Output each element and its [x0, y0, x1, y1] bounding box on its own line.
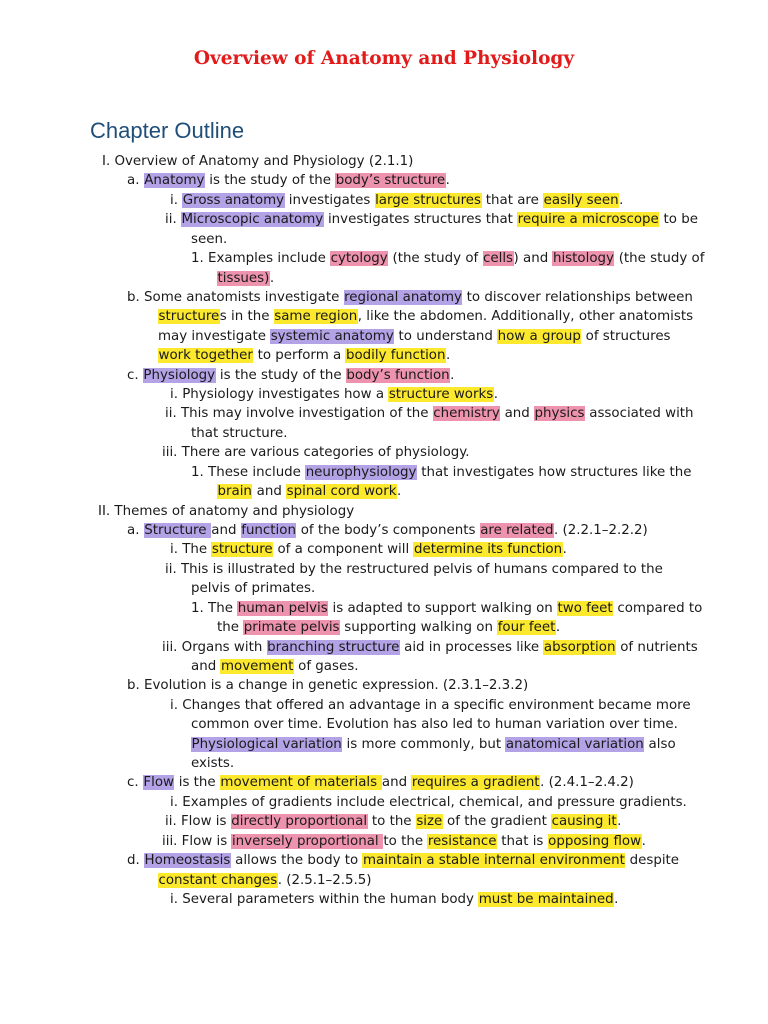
outline-line [170, 696, 691, 715]
highlighted-term: absorption [543, 639, 616, 655]
outline-text: . [493, 387, 498, 403]
outline-text: of a component will [273, 542, 414, 558]
highlighted-term: movement [220, 658, 294, 674]
outline-text: of the gradient [442, 814, 552, 830]
outline-text: . [397, 484, 402, 500]
highlighted-term: requires a gradient [411, 775, 540, 791]
outline-line [127, 851, 679, 870]
outline-text: investigates [284, 192, 375, 208]
outline-text: (the study of [388, 251, 483, 267]
highlighted-term: must be maintained [478, 891, 614, 907]
outline-line [127, 521, 648, 540]
outline-text: is adapted to support walking on [328, 600, 558, 616]
highlighted-term: opposing flow [548, 833, 642, 849]
outline-text: . [269, 270, 275, 286]
outline-line [98, 502, 354, 521]
highlighted-term: body’s structure [335, 173, 446, 189]
outline-line [217, 618, 560, 637]
highlighted-term: tissues) [217, 270, 270, 286]
outline-text: . [562, 542, 567, 558]
outline-text: the [217, 620, 244, 636]
outline-text: 1. These include [191, 464, 306, 480]
outline-text: to be [659, 212, 698, 228]
outline-text: of gases. [293, 658, 359, 674]
highlighted-term: maintain a stable internal environment [362, 853, 625, 869]
outline-text: i. The [170, 542, 212, 558]
highlighted-term: same region [274, 309, 358, 325]
outline-line [165, 404, 694, 423]
highlighted-term: function [241, 522, 296, 538]
highlighted-term: structure [211, 542, 273, 558]
outline-text: i. [170, 192, 183, 208]
highlighted-term: Structure [144, 522, 211, 538]
outline-line [127, 366, 454, 385]
outline-text: ii. Flow is [165, 814, 231, 830]
outline-line [127, 773, 634, 792]
outline-text: of the body’s components [296, 522, 480, 538]
outline-text: ii. This is illustrated by the restructured pelvis of humans compared to the [165, 561, 663, 577]
highlighted-term: regional anatomy [344, 289, 462, 305]
outline-text: . (2.2.1–2.2.2) [553, 522, 648, 538]
highlighted-term: easily seen [543, 192, 619, 208]
outline-text: pelvis of primates. [191, 581, 316, 597]
outline-text: is the [174, 775, 220, 791]
highlighted-term: directly proportional [231, 814, 368, 830]
highlighted-term: Anatomy [144, 173, 205, 189]
outline-text: c. [127, 367, 143, 383]
outline-line [165, 560, 663, 579]
outline-line [127, 288, 693, 307]
outline-text: and [191, 658, 221, 674]
highlighted-term: two feet [557, 600, 613, 616]
outline-text: and [500, 406, 535, 422]
outline-text: . (2.4.1–2.4.2) [540, 775, 634, 791]
outline-text: also [644, 736, 676, 752]
outline-text: compared to [613, 600, 703, 616]
outline-text: that are [481, 192, 544, 208]
outline-text: and [381, 775, 412, 791]
outline-text: s in the [219, 309, 274, 325]
highlighted-term: Flow [143, 775, 174, 791]
outline-line [158, 307, 693, 326]
outline-line [170, 385, 498, 404]
outline-text: 1. Examples include [191, 251, 331, 267]
outline-text: b. Some anatomists investigate [127, 289, 344, 305]
highlighted-term: structure [158, 309, 220, 325]
outline-text: that is [497, 833, 548, 849]
highlighted-term: Gross anatomy [182, 192, 285, 208]
outline-line [165, 210, 698, 229]
outline-line [191, 715, 678, 734]
outline-line [127, 676, 528, 695]
outline-line [162, 832, 646, 851]
outline-text: . [641, 833, 646, 849]
outline-line [191, 230, 227, 249]
outline-text: common over time. Evolution has also led to human variation over time. [191, 717, 678, 733]
outline-text: that investigates how structures like the [416, 464, 692, 480]
outline-text: (the study of [614, 251, 705, 267]
outline-text: and [252, 484, 287, 500]
outline-line [102, 152, 413, 171]
highlighted-term: cytology [330, 251, 388, 267]
outline-text: is the study of the [215, 367, 346, 383]
chapter-outline-heading: Chapter Outline [90, 118, 245, 143]
outline-text: i. Physiology investigates how a [170, 387, 389, 403]
outline-line [162, 638, 698, 657]
outline-text: supporting walking on [340, 620, 498, 636]
highlighted-term: Microscopic anatomy [181, 212, 324, 228]
outline-text: ii. This may involve investigation of the [165, 406, 433, 422]
outline-text: a. [127, 522, 144, 538]
highlighted-term: histology [552, 251, 614, 267]
outline-line [191, 657, 358, 676]
outline-text: iii. There are various categories of physiology. [162, 445, 470, 461]
outline-text: i. Several parameters within the human body [170, 891, 479, 907]
highlighted-term: structure works [388, 387, 494, 403]
outline-line [191, 249, 704, 268]
outline-text: associated with [584, 406, 694, 422]
highlighted-term: how a group [497, 328, 581, 344]
outline-text: , like the abdomen. Additionally, other anatomists [357, 309, 694, 325]
highlighted-term: cells [483, 251, 514, 267]
outline-text: to the [383, 833, 428, 849]
highlighted-term: body’s function [346, 367, 450, 383]
outline-text: iii. Flow is [162, 833, 232, 849]
outline-line [191, 463, 691, 482]
highlighted-term: Physiology [143, 367, 216, 383]
outline-line [162, 443, 470, 462]
outline-text: despite [625, 853, 680, 869]
highlighted-term: anatomical variation [505, 736, 644, 752]
outline-text: to perform a [253, 348, 346, 364]
outline-text: . [614, 891, 619, 907]
outline-text: I. Overview of Anatomy and Physiology (2.1.1) [102, 154, 414, 169]
outline-text: iii. Organs with [162, 639, 267, 655]
outline-text: 1. The [191, 600, 238, 616]
outline-line [170, 793, 687, 812]
outline-line [170, 191, 623, 210]
outline-line [158, 346, 450, 365]
highlighted-term: brain [217, 484, 252, 500]
outline-line [191, 424, 287, 443]
outline-line [191, 735, 676, 754]
outline-line [170, 890, 618, 909]
outline-text: is more commonly, but [342, 736, 506, 752]
highlighted-term: neurophysiology [305, 464, 417, 480]
outline-text: and [211, 522, 241, 538]
highlighted-term: systemic anatomy [270, 328, 394, 344]
highlighted-term: inversely proportional [231, 833, 383, 849]
highlighted-term: Physiological variation [191, 736, 342, 752]
outline-text: . [619, 192, 624, 208]
highlighted-term: are related [480, 522, 554, 538]
outline-line [191, 754, 234, 773]
outline-text: ) and [513, 251, 553, 267]
highlighted-term: branching structure [267, 639, 400, 655]
outline-line [158, 327, 671, 346]
highlighted-term: human pelvis [237, 600, 328, 616]
outline-line [170, 540, 567, 559]
outline-text: of nutrients [615, 639, 698, 655]
outline-text: c. [127, 775, 143, 791]
outline-text: may investigate [158, 328, 271, 344]
outline-text: i. Changes that offered an advantage in a specific environment became more [170, 697, 691, 713]
outline-text: d. [127, 853, 145, 869]
outline-text: to discover relationships between [462, 289, 693, 305]
outline-text: b. Evolution is a change in genetic expression. (2.3.1–2.3.2) [127, 678, 529, 694]
outline-text: allows the body to [230, 853, 363, 869]
highlighted-term: determine its function [413, 542, 563, 558]
outline-text: i. Examples of gradients include electrical, chemical, and pressure gradients. [170, 794, 687, 810]
outline-text: . [445, 173, 450, 189]
outline-text: . [617, 814, 622, 830]
highlighted-term: primate pelvis [243, 620, 340, 636]
highlighted-term: bodily function [345, 348, 446, 364]
highlighted-term: constant changes [158, 872, 278, 888]
outline-line [127, 171, 450, 190]
highlighted-term: large structures [375, 192, 481, 208]
outline-text: . (2.5.1–2.5.5) [277, 872, 372, 888]
outline-line [217, 482, 401, 501]
outline-line [217, 269, 274, 288]
outline-text: to understand [394, 328, 498, 344]
highlighted-term: causing it [551, 814, 617, 830]
outline-text: to the [367, 814, 416, 830]
highlighted-term: Homeostasis [144, 853, 231, 869]
highlighted-term: size [416, 814, 443, 830]
outline-text: exists. [191, 756, 235, 772]
document-title: Overview of Anatomy and Physiology [193, 48, 575, 69]
outline-text: . [445, 348, 451, 364]
highlighted-term: resistance [427, 833, 497, 849]
highlighted-term: chemistry [433, 406, 500, 422]
outline-line [191, 599, 702, 618]
outline-text: ii. [165, 212, 181, 228]
outline-line [165, 812, 621, 831]
highlighted-term: require a microscope [517, 212, 659, 228]
outline-text: aid in processes like [399, 639, 544, 655]
highlighted-term: movement of materials [220, 775, 382, 791]
outline-text: seen. [191, 231, 228, 247]
highlighted-term: spinal cord work [286, 484, 397, 500]
highlighted-term: physics [534, 406, 585, 422]
outline-text: a. [127, 173, 144, 189]
outline-text: . [555, 620, 561, 636]
outline-text: . [450, 367, 455, 383]
highlighted-term: four feet [497, 620, 556, 636]
outline-line [191, 579, 315, 598]
outline-text: investigates structures that [323, 212, 518, 228]
outline-text: that structure. [191, 425, 288, 441]
outline-line [158, 871, 372, 890]
highlighted-term: work together [158, 348, 253, 364]
outline-text: II. Themes of anatomy and physiology [98, 503, 355, 519]
outline-text: is the study of the [204, 173, 336, 189]
outline-text: of structures [581, 328, 671, 344]
